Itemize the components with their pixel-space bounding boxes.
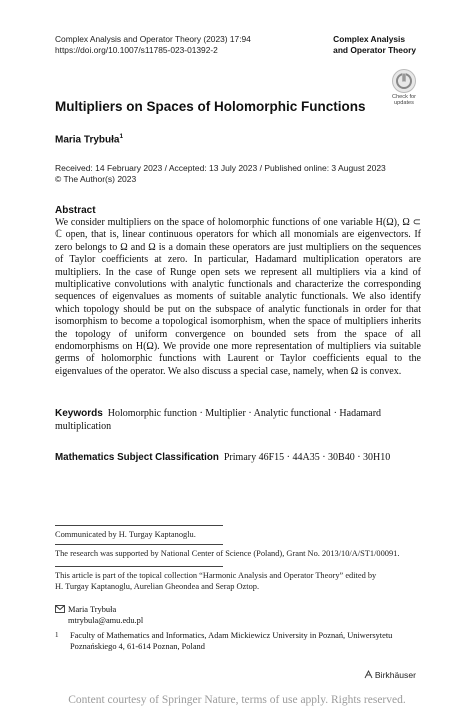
keywords (55, 407, 421, 433)
check-updates-icon (392, 69, 416, 93)
birkhauser-icon (364, 670, 373, 681)
affiliation-line: Faculty of Mathematics and Informatics, Adam Mickiewicz University in Poznań, Uniwersytetu (70, 631, 393, 640)
footnote-divider (55, 544, 223, 545)
contact-name: Maria Trybuła (68, 605, 117, 614)
contact-email[interactable]: mtrybula@amu.edu.pl (68, 616, 144, 625)
author-line (55, 133, 123, 145)
journal-citation: Complex Analysis and Operator Theory (2023) 17:94 (55, 34, 251, 44)
copyright-line: © The Author(s) 2023 (55, 174, 137, 184)
article-title: Multipliers on Spaces of Holomorphic Functions (55, 99, 366, 114)
author-affil-mark: 1 (119, 133, 124, 140)
watermark-credit: Content courtesy of Springer Nature, terms of use apply. Rights reserved. (68, 694, 406, 706)
publisher-name: Birkhäuser (374, 670, 416, 680)
footnote-divider (55, 566, 223, 567)
collection-note: This article is part of the topical collection “Harmonic Analysis and Operator Theory” edited by H. Turgay Kaptanoglu, Aurelian Gheondea and Serap Oztop. (55, 571, 377, 591)
envelope-icon (55, 605, 65, 616)
msc-classification (55, 451, 421, 464)
check-updates-label: Check for updates (392, 94, 416, 106)
msc-label: Mathematics Subject Classification (55, 452, 219, 463)
affiliation-line: Poznańskiego 4, 61-614 Poznan, Poland (70, 642, 205, 651)
dates-line: Received: 14 February 2023 / Accepted: 13 July 2023 / Published online: 3 August 2023 (55, 163, 386, 173)
funding-note: The research was supported by National Center of Science (Poland), Grant No. 2013/10/A/ST1/00091. (55, 549, 400, 558)
journal-name-line2: and Operator Theory (333, 45, 416, 55)
msc-text: Primary 46F15 · 44A35 · 30B40 · 30H10 (223, 452, 391, 463)
keywords-text: Holomorphic function · Multiplier · Analytic functional · Hadamard multiplication (55, 408, 382, 432)
keywords-label: Keywords (55, 408, 103, 419)
communicated-note: Communicated by H. Turgay Kaptanoglu. (55, 530, 196, 539)
journal-name (333, 34, 416, 56)
abstract-text: We consider multipliers on the space of holomorphic functions of one variable H(Ω), Ω ⊂ ℂ open, that is, linear continuous operators for which all monomials are eigenvectors. If zero belongs to Ω and Ω is a domain these operators are just multipliers on the sequences of Taylor coefficients at zero. In particular, Hadamard multiplication operators are multipliers. In the case of Runge open sets we represent all multipliers via a kind of multiplicative convolutions with analytic functionals and characterize the corresponding sequences of eigenvalues as moments of suitable analytic functionals. We also identify which topology should be put on the subspace of analytic functionals in order for that isomorphism to become a topological isomorphism, when the space of multipliers inherits the topology of uniform convergence on bounded sets from the space of all endomorphisms on H(Ω). We provide one more representation of multipliers via suitable germs of holomorphic functions with Laurent or Taylor coefficients equal to the eigenvalues of the operator. We also discuss a special case, namely, when Ω is convex. (55, 217, 421, 377)
journal-name-line1: Complex Analysis (333, 34, 405, 44)
abstract-body (55, 217, 421, 378)
publication-dates (55, 163, 386, 185)
affiliation-mark: 1 (55, 631, 59, 639)
author-name[interactable]: Maria Trybuła (55, 134, 120, 146)
doi-link[interactable]: https://doi.org/10.1007/s11785-023-01392-2 (55, 45, 218, 55)
abstract-heading: Abstract (55, 205, 96, 216)
footnote-divider (55, 525, 223, 526)
publisher-logo (364, 670, 416, 681)
check-for-updates-badge[interactable] (389, 69, 419, 106)
running-header (55, 34, 251, 56)
